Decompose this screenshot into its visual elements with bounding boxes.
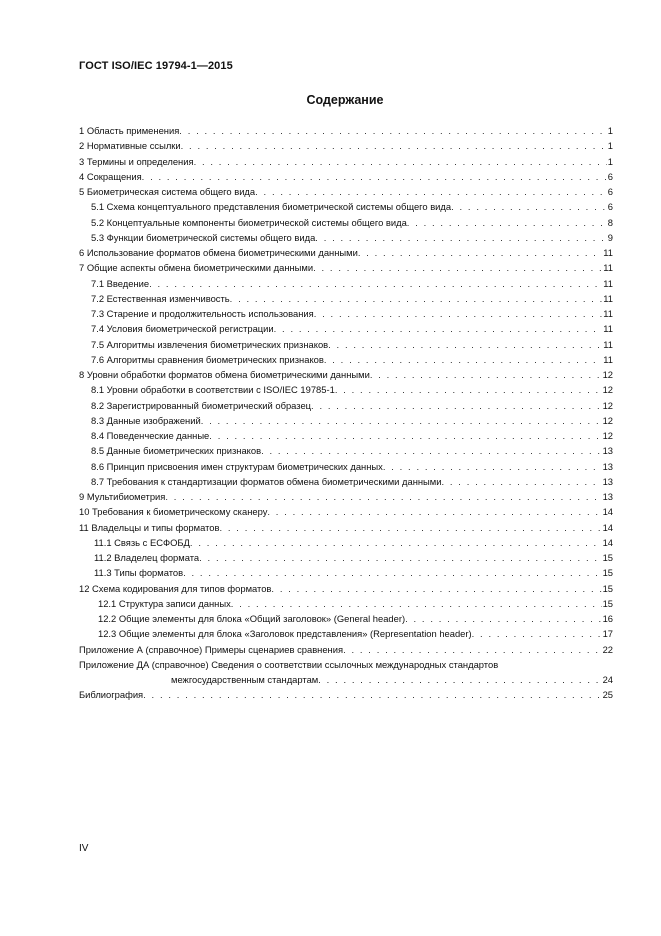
toc-entry-label: 12.2 Общие элементы для блока «Общий заголовок» (General header) xyxy=(98,613,406,624)
toc-entry-page: 1 xyxy=(607,155,613,167)
toc-entry-page: 11 xyxy=(603,308,613,319)
toc-leader-dots xyxy=(261,443,602,458)
toc-entry[interactable] xyxy=(79,581,613,596)
toc-entry-page: 8 xyxy=(607,216,613,228)
toc-leader-dots xyxy=(231,596,602,611)
toc-entry-page: 11 xyxy=(603,323,613,335)
toc-entry-page: 24 xyxy=(602,673,613,685)
toc-entry[interactable] xyxy=(79,428,613,443)
toc-entry-label: 8.5 Данные биометрических признаков xyxy=(91,445,262,457)
toc-leader-dots xyxy=(311,398,602,413)
toc-leader-dots xyxy=(343,642,602,657)
toc-entry-label: 8 Уровни обработки форматов обмена биометрическими данными xyxy=(79,369,370,380)
toc-entry-label: 11.3 Типы форматов xyxy=(94,567,184,579)
toc-leader-dots xyxy=(441,474,601,489)
toc-entry-label: 9 Мультибиометрия xyxy=(79,491,166,502)
toc-leader-dots xyxy=(274,321,603,336)
toc-leader-dots xyxy=(143,687,601,702)
toc-entry[interactable] xyxy=(79,276,613,291)
toc-leader-dots xyxy=(209,428,601,443)
toc-entry-page: 17 xyxy=(602,628,613,640)
toc-entry-label: 7 Общие аспекты обмена биометрическими данными xyxy=(79,262,314,274)
toc-entry[interactable] xyxy=(79,611,613,626)
toc-entry-page: 12 xyxy=(602,369,613,380)
toc-entry-label: 12.1 Структура записи данных xyxy=(98,597,231,609)
toc-leader-dots xyxy=(201,413,602,428)
toc-entry[interactable] xyxy=(79,596,613,611)
toc-entry[interactable] xyxy=(79,413,613,428)
toc-entry-page: 15 xyxy=(602,582,613,594)
toc-leader-dots xyxy=(230,291,603,306)
toc-leader-dots xyxy=(142,169,607,184)
toc-leader-dots xyxy=(267,504,601,519)
toc-entry-label: Приложение А (справочное) Примеры сценариев сравнения xyxy=(79,643,344,655)
toc-entry[interactable] xyxy=(79,489,613,504)
toc-entry-page: 1 xyxy=(607,125,613,136)
toc-entry-page: 25 xyxy=(602,688,613,700)
toc-entry-label: 8.2 Зарегистрированный биометрический образец xyxy=(91,399,312,411)
toc-leader-dots xyxy=(183,565,601,580)
toc-leader-dots xyxy=(472,626,602,641)
toc-entry-page: 6 xyxy=(607,186,613,197)
toc-entry[interactable] xyxy=(79,382,613,397)
toc-entry[interactable] xyxy=(79,642,613,657)
toc-entry-label: 4 Сокращения xyxy=(79,170,142,182)
toc-entry[interactable] xyxy=(79,138,613,153)
toc-entry-page: 11 xyxy=(603,277,613,289)
toc-entry-bibliography[interactable] xyxy=(79,687,613,702)
toc-leader-dots xyxy=(328,337,602,352)
toc-entry-appendix-da[interactable] xyxy=(79,657,613,687)
toc-entry-label: 5 Биометрическая система общего вида xyxy=(79,186,256,197)
toc-leader-dots xyxy=(314,306,603,321)
toc-entry-label: 8.6 Принцип присвоения имен структурам биометрических данных xyxy=(91,460,383,472)
toc-leader-dots xyxy=(335,382,602,397)
toc-entry-label: 8.3 Данные изображений xyxy=(91,414,201,426)
toc-entry-page: 16 xyxy=(602,613,613,624)
toc-entry[interactable] xyxy=(79,321,613,336)
toc-entry[interactable] xyxy=(79,260,613,275)
document-id-header: ГОСТ ISO/IEC 19794-1—2015 xyxy=(79,60,233,72)
toc-entry-label: 7.5 Алгоритмы извлечения биометрических признаков xyxy=(91,338,329,350)
toc-entry-label: 6 Использование форматов обмена биометрическими данными xyxy=(79,247,358,258)
toc-entry[interactable] xyxy=(79,123,613,138)
toc-entry-page: 6 xyxy=(607,201,613,213)
toc-entry-page: 13 xyxy=(602,475,613,487)
toc-entry-label: Библиография xyxy=(79,688,144,700)
toc-entry[interactable] xyxy=(79,245,613,260)
toc-entry-label: 7.4 Условия биометрической регистрации xyxy=(91,323,274,335)
toc-leader-dots xyxy=(405,611,601,626)
toc-entry-label: 10 Требования к биометрическому сканеру xyxy=(79,506,268,518)
toc-entry[interactable] xyxy=(79,367,613,382)
toc-entry-label: 7.6 Алгоритмы сравнения биометрических признаков xyxy=(91,353,324,365)
toc-entry-page: 15 xyxy=(602,552,613,563)
toc-entry-page: 11 xyxy=(603,262,613,274)
toc-entry-page: 11 xyxy=(603,292,613,304)
toc-leader-dots xyxy=(165,489,601,504)
toc-entry-label: 3 Термины и определения xyxy=(79,155,194,167)
toc-entry-page: 11 xyxy=(603,353,613,365)
toc-entry[interactable] xyxy=(79,169,613,184)
toc-entry-label: 7.3 Старение и продолжительность использования xyxy=(91,308,314,319)
toc-entry-label: 11.2 Владелец формата xyxy=(94,552,200,563)
toc-entry-page: 12 xyxy=(602,399,613,411)
toc-entry-page: 14 xyxy=(602,506,613,518)
toc-entry[interactable] xyxy=(79,215,613,230)
toc-entry-page: 9 xyxy=(607,231,613,243)
toc-leader-dots xyxy=(271,581,601,596)
toc-leader-dots xyxy=(315,230,607,245)
toc-entry-page: 11 xyxy=(603,247,613,258)
toc-entry[interactable] xyxy=(79,504,613,519)
toc-entry[interactable] xyxy=(79,398,613,413)
toc-entry-page: 14 xyxy=(602,536,613,548)
page-number: IV xyxy=(79,843,89,854)
toc-entry-label: 5.3 Функции биометрической системы общего вида xyxy=(91,231,316,243)
toc-leader-dots xyxy=(358,245,602,260)
toc-entry-label: 7.2 Естественная изменчивость xyxy=(91,292,230,304)
toc-entry-page: 13 xyxy=(602,491,613,502)
toc-leader-dots xyxy=(407,215,607,230)
toc-entry[interactable] xyxy=(79,337,613,352)
toc-entry[interactable] xyxy=(79,306,613,321)
toc-entry-page: 6 xyxy=(607,170,613,182)
toc-leader-dots xyxy=(324,352,602,367)
toc-entry[interactable] xyxy=(79,230,613,245)
toc-leader-dots xyxy=(370,367,602,382)
toc-entry-label: 5.2 Концептуальные компоненты биометрической системы общего вида xyxy=(91,216,407,228)
toc-entry-label: 2 Нормативные ссылки xyxy=(79,140,181,152)
toc-entry-page: 15 xyxy=(602,597,613,609)
toc-entry[interactable] xyxy=(79,199,613,214)
toc-leader-dots xyxy=(318,672,602,687)
toc-entry[interactable] xyxy=(79,291,613,306)
toc-leader-dots xyxy=(149,276,602,291)
toc-entry-page: 13 xyxy=(602,445,613,457)
toc-leader-dots xyxy=(219,520,601,535)
toc-entry[interactable] xyxy=(79,520,613,535)
toc-entry[interactable] xyxy=(79,474,613,489)
toc-entry-page: 11 xyxy=(603,338,613,350)
toc-entry-page: 14 xyxy=(602,521,613,533)
toc-entry-label: Приложение ДА (справочное) Сведения о соответствии ссылочных международных стандартов xyxy=(79,658,499,670)
toc-entry-label: 1 Область применения xyxy=(79,125,180,136)
toc-entry-label: 8.7 Требования к стандартизации форматов обмена биометрическими данными xyxy=(91,475,442,487)
toc-leader-dots xyxy=(179,123,606,138)
toc-entry-page: 15 xyxy=(602,567,613,579)
toc-entry-label: 5.1 Схема концептуального представления биометрической системы общего вида xyxy=(91,201,452,213)
toc-entry-label: 11 Владельцы и типы форматов xyxy=(79,521,220,533)
toc-entry-page: 13 xyxy=(602,460,613,472)
toc-leader-dots xyxy=(199,550,601,565)
table-of-contents xyxy=(79,123,613,702)
toc-leader-dots xyxy=(313,260,602,275)
toc-entry-label: 7.1 Введение xyxy=(91,277,150,289)
toc-entry-label: 12.3 Общие элементы для блока «Заголовок представления» (Representation header) xyxy=(98,628,472,640)
toc-entry-page: 22 xyxy=(602,643,613,655)
toc-entry-page: 1 xyxy=(607,140,613,152)
toc-entry-page: 12 xyxy=(602,384,613,396)
toc-entry[interactable] xyxy=(79,184,613,199)
toc-entry-label: 11.1 Связь с ЕСФОБД xyxy=(94,536,190,548)
toc-entry[interactable] xyxy=(79,565,613,580)
toc-entry[interactable] xyxy=(79,626,613,641)
toc-entry[interactable] xyxy=(79,550,613,565)
toc-entry-page: 12 xyxy=(602,414,613,426)
page-title: Содержание xyxy=(306,93,384,107)
toc-entry-label: 12 Схема кодирования для типов форматов xyxy=(79,582,272,594)
toc-entry[interactable] xyxy=(79,443,613,458)
toc-leader-dots xyxy=(451,199,607,214)
toc-entry[interactable] xyxy=(79,535,613,550)
toc-entry-label: 8.4 Поведенческие данные xyxy=(91,430,210,441)
toc-leader-dots xyxy=(255,184,607,199)
toc-leader-dots xyxy=(194,154,607,169)
toc-entry-label: 8.1 Уровни обработки в соответствии с ISO/IEC 19785-1 xyxy=(91,384,335,396)
toc-entry-label-continued: межгосударственным стандартам xyxy=(171,673,319,685)
toc-entry[interactable] xyxy=(79,352,613,367)
toc-leader-dots xyxy=(181,138,607,153)
toc-entry[interactable] xyxy=(79,154,613,169)
toc-entry-page: 12 xyxy=(602,430,613,441)
toc-entry[interactable] xyxy=(79,459,613,474)
toc-leader-dots xyxy=(383,459,602,474)
toc-leader-dots xyxy=(190,535,602,550)
